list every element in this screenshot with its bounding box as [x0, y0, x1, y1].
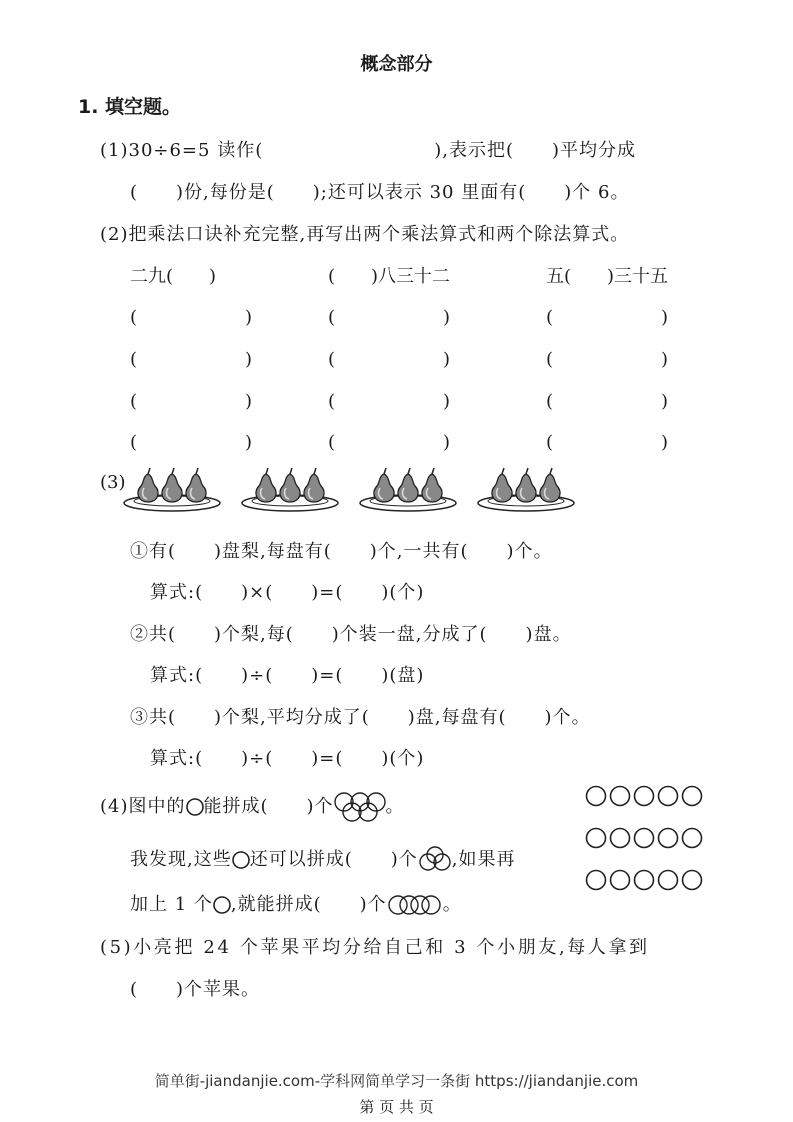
- q1-line1: (1)30÷6=5 读作( ),表示把( )平均分成: [100, 140, 637, 161]
- pear-icon: [422, 468, 442, 502]
- q4-l1-text-a: (4)图中的: [100, 796, 186, 817]
- footer-text: 简单街-jiandanjie.com-学科网简单学习一条街 https://jiandanjie.com: [154, 1072, 639, 1090]
- q2-col1-blank: ( ): [130, 391, 253, 412]
- q2-col2-blank: ( ): [328, 349, 451, 370]
- pear-icon: [186, 468, 206, 502]
- q4-line2: [130, 845, 516, 875]
- three-rings-icon: [418, 845, 452, 875]
- grid-circle-icon: [611, 871, 630, 890]
- pear-icon: [162, 468, 182, 502]
- q2-col1-blank: ( ): [130, 432, 253, 453]
- pear-plate: [360, 468, 456, 511]
- pear-icon: [540, 468, 560, 502]
- q3-a-formula: 算式:( )×( )=( )(个): [150, 582, 425, 603]
- four-rings-chain-icon: [387, 894, 443, 916]
- page-title: 概念部分: [360, 54, 433, 75]
- grid-circle-icon: [683, 787, 702, 806]
- grid-circle-icon: [683, 871, 702, 890]
- grid-circle-icon: [659, 787, 678, 806]
- grid-circle-icon: [587, 871, 606, 890]
- q4-l3-text-c: 。: [442, 894, 462, 915]
- page-number: 第 页 共 页: [359, 1098, 434, 1116]
- q2-col3-blank: ( ): [546, 391, 669, 412]
- q2-col1-blank: ( ): [130, 349, 253, 370]
- pear-icon: [256, 468, 276, 502]
- q4-l2-text-a: 我发现,这些: [130, 849, 232, 870]
- q2-col3-blank: ( ): [546, 432, 669, 453]
- pear-icon: [138, 468, 158, 502]
- circle-icon: [213, 896, 231, 914]
- pear-plate: [242, 468, 338, 511]
- q3-label: (3): [100, 472, 126, 493]
- pear-icon: [374, 468, 394, 502]
- pear-plates-illustration: [122, 466, 592, 516]
- q3-c-formula: 算式:( )÷( )=( )(个): [150, 748, 425, 769]
- q4-l2-text-b: 还可以拼成( )个: [249, 849, 418, 870]
- q2-col2-blank: ( ): [328, 307, 451, 328]
- pear-icon: [398, 468, 418, 502]
- q4-l3-text-a: 加上 1 个: [130, 894, 213, 915]
- circle-grid-illustration: [582, 783, 712, 893]
- q4-line1: [100, 790, 405, 824]
- pear-icon: [516, 468, 536, 502]
- circle-icon: [232, 851, 250, 869]
- grid-circle-icon: [683, 829, 702, 848]
- olympic-rings-icon: [334, 790, 386, 824]
- q4-line3: [130, 890, 462, 916]
- circle-icon: [186, 798, 204, 816]
- grid-circle-icon: [635, 871, 654, 890]
- q2-instruction: (2)把乘法口诀补充完整,再写出两个乘法算式和两个除法算式。: [100, 224, 630, 245]
- grid-circle-icon: [635, 829, 654, 848]
- q2-col1-head: 二九( ): [130, 266, 217, 287]
- q2-col1-blank: ( ): [130, 307, 253, 328]
- q4-l2-text-c: ,如果再: [451, 849, 516, 870]
- pear-plate: [124, 468, 220, 511]
- q3-c-question: ③共( )个梨,平均分成了( )盘,每盘有( )个。: [130, 707, 591, 728]
- grid-circle-icon: [587, 787, 606, 806]
- q1-line2: ( )份,每份是( );还可以表示 30 里面有( )个 6。: [130, 182, 630, 203]
- q2-col3-blank: ( ): [546, 307, 669, 328]
- q2-col2-blank: ( ): [328, 391, 451, 412]
- q4-l1-text-c: 。: [385, 796, 405, 817]
- grid-circle-icon: [659, 829, 678, 848]
- q3-a-question: ①有( )盘梨,每盘有( )个,一共有( )个。: [130, 541, 553, 562]
- q5-line2: ( )个苹果。: [130, 979, 261, 1000]
- q5-line1: (5)小亮把 24 个苹果平均分给自己和 3 个小朋友,每人拿到: [100, 937, 650, 958]
- grid-circle-icon: [587, 829, 606, 848]
- q4-l1-text-b: 能拼成( )个: [203, 796, 334, 817]
- pear-plate: [478, 468, 574, 511]
- grid-circle-icon: [611, 829, 630, 848]
- grid-circle-icon: [611, 787, 630, 806]
- q3-b-question: ②共( )个梨,每( )个装一盘,分成了( )盘。: [130, 624, 572, 645]
- section-heading: 1. 填空题。: [78, 96, 182, 118]
- q4-l3-text-b: ,就能拼成( )个: [230, 894, 387, 915]
- pear-icon: [280, 468, 300, 502]
- pear-icon: [492, 468, 512, 502]
- q2-col2-head: ( )八三十二: [328, 266, 451, 287]
- grid-circle-icon: [659, 871, 678, 890]
- pear-icon: [304, 468, 324, 502]
- q2-col3-blank: ( ): [546, 349, 669, 370]
- q3-b-formula: 算式:( )÷( )=( )(盘): [150, 665, 425, 686]
- grid-circle-icon: [635, 787, 654, 806]
- q2-col2-blank: ( ): [328, 432, 451, 453]
- q2-col3-head: 五( )三十五: [546, 266, 669, 287]
